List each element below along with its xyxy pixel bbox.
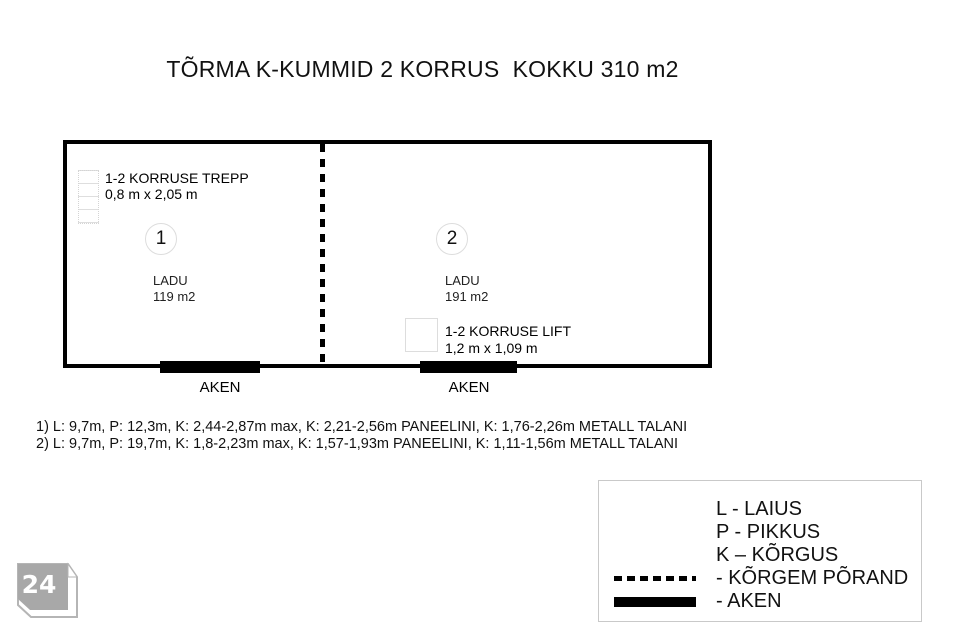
lift-label bbox=[445, 323, 571, 356]
window-bar-icon bbox=[614, 597, 696, 607]
stairs-symbol bbox=[78, 170, 99, 224]
stairs-label bbox=[105, 171, 249, 202]
legend-label: K – KÕRGUS bbox=[716, 544, 839, 566]
legend-item-pikkus bbox=[599, 521, 921, 544]
page-title: TÕRMA K-KUMMID 2 KORRUS KOKKU 310 m2 bbox=[166, 56, 679, 82]
room-2-marker bbox=[436, 223, 468, 255]
room-2-name: LADU bbox=[445, 273, 480, 288]
window-bar-1 bbox=[160, 361, 260, 373]
legend-box bbox=[598, 480, 922, 622]
room-1-name: LADU bbox=[153, 273, 188, 288]
lift-symbol bbox=[405, 318, 438, 352]
room-1-label bbox=[153, 273, 195, 304]
room-1-marker bbox=[145, 223, 177, 255]
window-2-label: AKEN bbox=[448, 379, 490, 396]
window-bar-2 bbox=[420, 361, 517, 373]
note-line-2: 2) L: 9,7m, P: 19,7m, K: 1,8-2,23m max, K: 1,57-1,93m PANEELINI, K: 1,11-1,56m METALL TALANI bbox=[36, 435, 679, 452]
legend-label: L - LAIUS bbox=[716, 498, 802, 520]
room-1-area: 119 m2 bbox=[153, 288, 196, 304]
room-2-label bbox=[445, 273, 488, 304]
legend-item-korgem-porand bbox=[599, 567, 921, 590]
dashed-line-icon bbox=[614, 576, 696, 581]
lift-label-line2: 1,2 m x 1,09 m bbox=[445, 339, 538, 356]
lift-label-line1: 1-2 KORRUSE LIFT bbox=[445, 323, 572, 339]
room-2-area: 191 m2 bbox=[445, 288, 489, 304]
dimension-notes bbox=[36, 419, 687, 452]
legend-item-aken bbox=[599, 590, 921, 613]
legend-symbol-cell bbox=[599, 576, 716, 581]
window-1-label: AKEN bbox=[199, 379, 241, 396]
room-1-number: 1 bbox=[155, 228, 167, 249]
stairs-label-line1: 1-2 KORRUSE TREPP bbox=[105, 170, 249, 186]
legend-label: - KÕRGEM PÕRAND bbox=[716, 567, 909, 589]
legend-label: P - PIKKUS bbox=[716, 521, 821, 543]
stairs-label-line2: 0,8 m x 2,05 m bbox=[105, 185, 198, 202]
page-number: 24 bbox=[21, 570, 57, 599]
legend-label: - AKEN bbox=[716, 590, 782, 612]
legend-symbol-cell bbox=[599, 597, 716, 607]
note-line-1: 1) L: 9,7m, P: 12,3m, K: 2,44-2,87m max, K: 2,21-2,56m PANEELINI, K: 1,76-2,26m METALL TALANI bbox=[36, 419, 688, 435]
room-divider-dashed-line bbox=[320, 144, 325, 364]
room-2-number: 2 bbox=[446, 228, 458, 249]
legend-item-laius bbox=[599, 498, 921, 521]
legend-item-korgus bbox=[599, 544, 921, 567]
